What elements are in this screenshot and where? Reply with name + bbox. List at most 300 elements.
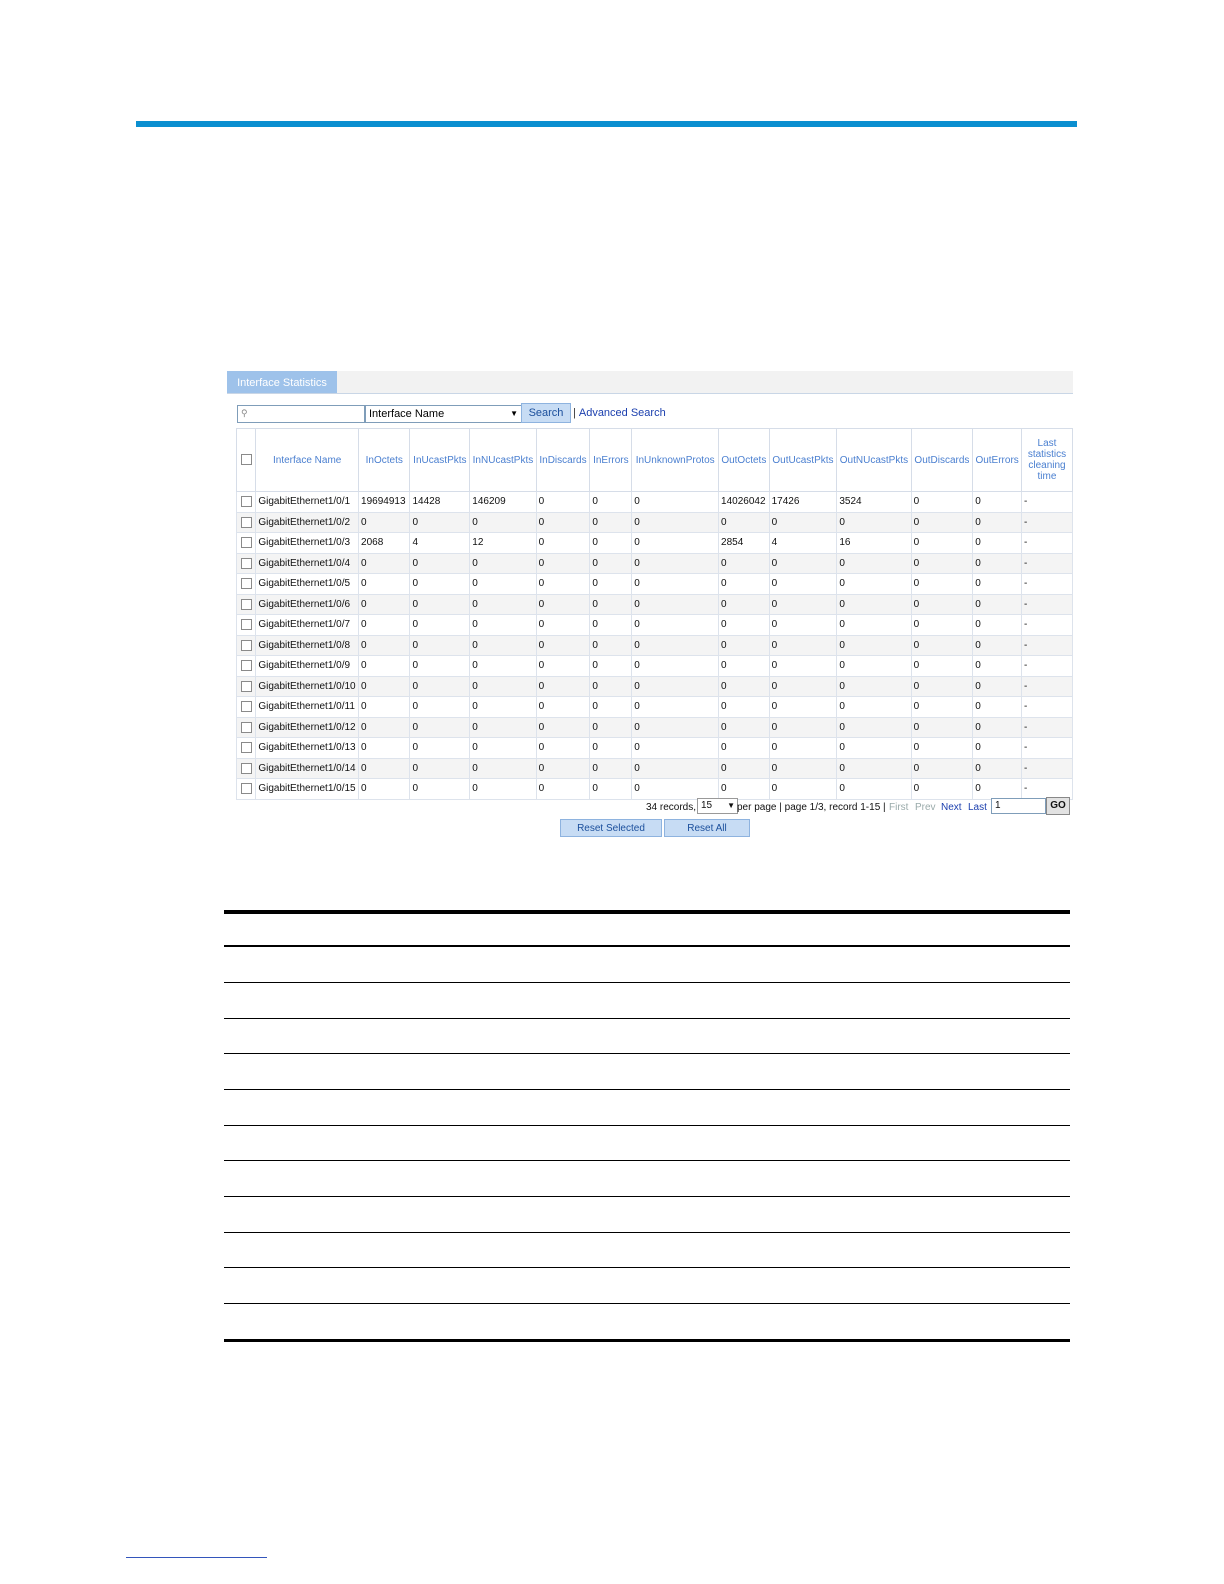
stat-cell: - <box>1021 656 1072 677</box>
stat-cell: - <box>1021 717 1072 738</box>
stat-cell: 0 <box>973 615 1022 636</box>
column-header[interactable]: OutNUcastPkts <box>837 429 911 492</box>
stat-cell: 0 <box>590 553 632 574</box>
table-row <box>237 553 1073 574</box>
stat-cell: 0 <box>837 738 911 759</box>
row-select-cell <box>237 758 256 779</box>
stat-cell: 0 <box>719 758 770 779</box>
stat-cell: 0 <box>719 594 770 615</box>
stat-cell: 0 <box>536 758 590 779</box>
stat-cell: 0 <box>632 697 719 718</box>
stat-cell: 0 <box>769 615 837 636</box>
stat-cell: 0 <box>837 615 911 636</box>
column-header[interactable]: InUnknownProtos <box>632 429 719 492</box>
search-button[interactable]: Search <box>521 403 571 423</box>
stat-cell: 0 <box>973 574 1022 595</box>
column-header[interactable]: OutDiscards <box>911 429 973 492</box>
stat-cell: 0 <box>359 779 410 800</box>
stat-cell: 0 <box>590 717 632 738</box>
per-page-value: 15 <box>701 800 713 811</box>
footer-link-underline <box>126 1557 267 1558</box>
row-checkbox[interactable] <box>241 722 252 733</box>
stat-cell: 0 <box>973 779 1022 800</box>
table-row-rule <box>224 1018 1070 1019</box>
stat-cell: 0 <box>410 553 470 574</box>
stat-cell: 0 <box>536 512 590 533</box>
stat-cell: 0 <box>410 635 470 656</box>
stat-cell: 14428 <box>410 492 470 513</box>
stat-cell: 0 <box>719 512 770 533</box>
row-select-cell <box>237 512 256 533</box>
column-header[interactable]: InOctets <box>359 429 410 492</box>
row-checkbox[interactable] <box>241 763 252 774</box>
table-row <box>237 717 1073 738</box>
stat-cell: 0 <box>719 717 770 738</box>
search-row <box>237 405 737 425</box>
stat-cell: 0 <box>837 512 911 533</box>
stat-cell: - <box>1021 553 1072 574</box>
table-header-rule <box>224 945 1070 947</box>
stat-cell: 0 <box>536 615 590 636</box>
row-checkbox[interactable] <box>241 783 252 794</box>
page-number-input[interactable]: 1 <box>991 798 1046 814</box>
row-checkbox[interactable] <box>241 537 252 548</box>
interface-name-cell: GigabitEthernet1/0/3 <box>256 533 359 554</box>
stat-cell: 0 <box>632 676 719 697</box>
table-row-rule <box>224 1053 1070 1054</box>
stat-cell: 0 <box>470 758 536 779</box>
interface-name-cell: GigabitEthernet1/0/8 <box>256 635 359 656</box>
pager <box>227 798 1071 816</box>
interface-name-cell: GigabitEthernet1/0/4 <box>256 553 359 574</box>
stat-cell: 0 <box>410 574 470 595</box>
stat-cell: 0 <box>911 635 973 656</box>
stat-cell: 0 <box>769 738 837 759</box>
interface-name-cell: GigabitEthernet1/0/11 <box>256 697 359 718</box>
stat-cell: 0 <box>590 635 632 656</box>
first-page-link[interactable]: First <box>889 802 909 813</box>
stat-cell: 0 <box>590 615 632 636</box>
stat-cell: 0 <box>590 512 632 533</box>
stat-cell: 0 <box>973 738 1022 759</box>
reset-selected-button[interactable]: Reset Selected <box>560 819 662 837</box>
table-row-rule <box>224 1232 1070 1233</box>
select-all-header <box>237 429 256 492</box>
row-select-cell <box>237 574 256 595</box>
stat-cell: - <box>1021 697 1072 718</box>
stat-cell: - <box>1021 615 1072 636</box>
interface-name-cell: GigabitEthernet1/0/1 <box>256 492 359 513</box>
stat-cell: 0 <box>973 758 1022 779</box>
stat-cell: 0 <box>837 553 911 574</box>
table-row <box>237 615 1073 636</box>
table-row-rule <box>224 1303 1070 1304</box>
last-page-link[interactable]: Last <box>968 802 987 813</box>
interface-name-cell: GigabitEthernet1/0/10 <box>256 676 359 697</box>
stat-cell: 0 <box>359 738 410 759</box>
table-top-rule <box>224 910 1070 914</box>
page-header-rule <box>136 121 1077 127</box>
stat-cell: 4 <box>410 533 470 554</box>
chevron-down-icon: ▼ <box>727 801 735 810</box>
stat-cell: 0 <box>632 738 719 759</box>
stat-cell: 0 <box>590 676 632 697</box>
stat-cell: 0 <box>632 615 719 636</box>
stat-cell: 0 <box>470 615 536 636</box>
stat-cell: 0 <box>911 533 973 554</box>
stat-cell: 0 <box>973 635 1022 656</box>
row-checkbox[interactable] <box>241 578 252 589</box>
stat-cell: 0 <box>632 492 719 513</box>
row-checkbox[interactable] <box>241 558 252 569</box>
stat-cell: 0 <box>769 697 837 718</box>
column-header[interactable]: InNUcastPkts <box>470 429 536 492</box>
prev-page-link[interactable]: Prev <box>915 802 936 813</box>
stat-cell: 0 <box>911 656 973 677</box>
stat-cell: 0 <box>632 553 719 574</box>
stat-cell: 0 <box>590 758 632 779</box>
stat-cell: 0 <box>590 594 632 615</box>
row-select-cell <box>237 717 256 738</box>
stat-cell: 17426 <box>769 492 837 513</box>
stat-cell: 0 <box>536 492 590 513</box>
stat-cell: 146209 <box>470 492 536 513</box>
stat-cell: 0 <box>536 779 590 800</box>
column-header[interactable]: OutErrors <box>973 429 1022 492</box>
stat-cell: 0 <box>632 758 719 779</box>
stat-cell: 0 <box>973 717 1022 738</box>
stat-cell: 0 <box>837 676 911 697</box>
stat-cell: 0 <box>973 553 1022 574</box>
stat-cell: 0 <box>410 594 470 615</box>
row-checkbox[interactable] <box>241 517 252 528</box>
stat-cell: 0 <box>359 553 410 574</box>
records-count: 34 records, <box>646 802 697 813</box>
interface-name-cell: GigabitEthernet1/0/14 <box>256 758 359 779</box>
table-row-rule <box>224 982 1070 983</box>
stat-cell: 0 <box>359 615 410 636</box>
stat-cell: 16 <box>837 533 911 554</box>
stat-cell: 0 <box>769 512 837 533</box>
row-select-cell <box>237 635 256 656</box>
stat-cell: - <box>1021 492 1072 513</box>
next-page-link[interactable]: Next <box>941 802 962 813</box>
stat-cell: 0 <box>837 758 911 779</box>
stat-cell: - <box>1021 738 1072 759</box>
stat-cell: 0 <box>410 676 470 697</box>
select-all-checkbox[interactable] <box>241 454 252 465</box>
column-header[interactable]: InDiscards <box>536 429 590 492</box>
stat-cell: 0 <box>769 574 837 595</box>
stat-cell: 0 <box>410 656 470 677</box>
stat-cell: 0 <box>973 492 1022 513</box>
tab-interface-statistics[interactable]: Interface Statistics <box>227 371 337 393</box>
stat-cell: 0 <box>359 512 410 533</box>
stat-cell: 0 <box>536 553 590 574</box>
stat-cell: 0 <box>769 656 837 677</box>
stat-cell: 0 <box>359 676 410 697</box>
table-row-rule <box>224 1160 1070 1161</box>
stat-cell: 0 <box>359 594 410 615</box>
advanced-search-link[interactable]: Advanced Search <box>578 407 666 419</box>
stat-cell: 0 <box>837 717 911 738</box>
interface-name-cell: GigabitEthernet1/0/12 <box>256 717 359 738</box>
stat-cell: 0 <box>632 512 719 533</box>
table-bottom-rule <box>224 1339 1070 1342</box>
stat-cell: 0 <box>719 697 770 718</box>
stat-cell: 19694913 <box>359 492 410 513</box>
stat-cell: 0 <box>719 676 770 697</box>
table-row-rule <box>224 1196 1070 1197</box>
stat-cell: 0 <box>410 697 470 718</box>
table-row <box>237 779 1073 800</box>
stat-cell: 0 <box>911 594 973 615</box>
stat-cell: 0 <box>470 512 536 533</box>
row-checkbox[interactable] <box>241 496 252 507</box>
stat-cell: 0 <box>911 697 973 718</box>
stat-cell: 0 <box>911 615 973 636</box>
separator: | <box>573 407 576 419</box>
stat-cell: 0 <box>410 779 470 800</box>
stat-cell: 0 <box>837 635 911 656</box>
interface-name-cell: GigabitEthernet1/0/13 <box>256 738 359 759</box>
stat-cell: 0 <box>973 676 1022 697</box>
stat-cell: 0 <box>719 553 770 574</box>
stat-cell: 0 <box>536 676 590 697</box>
stat-cell: 0 <box>470 553 536 574</box>
stat-cell: 0 <box>911 492 973 513</box>
interface-name-cell: GigabitEthernet1/0/6 <box>256 594 359 615</box>
stat-cell: 0 <box>359 758 410 779</box>
stat-cell: 0 <box>911 512 973 533</box>
search-field-select[interactable] <box>365 405 522 423</box>
table-row <box>237 656 1073 677</box>
row-checkbox[interactable] <box>241 599 252 610</box>
stat-cell: 0 <box>632 594 719 615</box>
column-header[interactable]: OutOctets <box>719 429 770 492</box>
table-row <box>237 697 1073 718</box>
row-checkbox[interactable] <box>241 660 252 671</box>
row-select-cell <box>237 615 256 636</box>
stat-cell: 0 <box>837 779 911 800</box>
stat-cell: 0 <box>719 779 770 800</box>
row-checkbox[interactable] <box>241 681 252 692</box>
stat-cell: 0 <box>632 533 719 554</box>
table-row <box>237 738 1073 759</box>
row-select-cell <box>237 738 256 759</box>
row-checkbox[interactable] <box>241 742 252 753</box>
table-row <box>237 594 1073 615</box>
stat-cell: 0 <box>470 676 536 697</box>
stat-cell: 2068 <box>359 533 410 554</box>
stat-cell: - <box>1021 635 1072 656</box>
stat-cell: 0 <box>536 738 590 759</box>
statistics-table <box>236 428 1073 800</box>
row-select-cell <box>237 676 256 697</box>
row-checkbox[interactable] <box>241 640 252 651</box>
stat-cell: 0 <box>973 656 1022 677</box>
row-checkbox[interactable] <box>241 619 252 630</box>
stat-cell: 0 <box>769 758 837 779</box>
column-header[interactable]: Interface Name <box>256 429 359 492</box>
table-row <box>237 676 1073 697</box>
row-select-cell <box>237 656 256 677</box>
table-body <box>237 492 1073 800</box>
stat-cell: 0 <box>359 635 410 656</box>
stat-cell: - <box>1021 574 1072 595</box>
stat-cell: 0 <box>470 779 536 800</box>
stat-cell: 0 <box>359 656 410 677</box>
per-page-select[interactable] <box>697 798 738 814</box>
stat-cell: 0 <box>470 738 536 759</box>
stat-cell: 0 <box>973 533 1022 554</box>
table-row <box>237 512 1073 533</box>
stat-cell: 0 <box>536 635 590 656</box>
stat-cell: 0 <box>911 758 973 779</box>
stat-cell: - <box>1021 779 1072 800</box>
stat-cell: 14026042 <box>719 492 770 513</box>
stat-cell: 0 <box>911 676 973 697</box>
stat-cell: 4 <box>769 533 837 554</box>
search-icon: ⚲ <box>241 408 248 418</box>
table-row-rule <box>224 1267 1070 1268</box>
stat-cell: 0 <box>470 697 536 718</box>
table-row-rule <box>224 1125 1070 1126</box>
stat-cell: 0 <box>590 656 632 677</box>
stat-cell: 0 <box>470 594 536 615</box>
stat-cell: 0 <box>470 656 536 677</box>
stat-cell: 0 <box>632 656 719 677</box>
advanced-search-area <box>573 407 666 419</box>
stat-cell: 0 <box>632 717 719 738</box>
stat-cell: 0 <box>719 615 770 636</box>
stat-cell: 0 <box>410 738 470 759</box>
stat-cell: 0 <box>837 656 911 677</box>
stat-cell: 0 <box>590 779 632 800</box>
stat-cell: 0 <box>837 574 911 595</box>
stat-cell: 0 <box>470 574 536 595</box>
stat-cell: 0 <box>719 656 770 677</box>
stat-cell: 0 <box>911 717 973 738</box>
stat-cell: 0 <box>837 594 911 615</box>
stat-cell: 0 <box>719 635 770 656</box>
stat-cell: 0 <box>536 574 590 595</box>
stat-cell: 0 <box>911 779 973 800</box>
stat-cell: 0 <box>769 594 837 615</box>
stat-cell: 0 <box>837 697 911 718</box>
stat-cell: - <box>1021 594 1072 615</box>
stat-cell: 0 <box>536 594 590 615</box>
stat-cell: 0 <box>536 656 590 677</box>
tab-bar <box>227 371 1073 394</box>
row-select-cell <box>237 594 256 615</box>
stat-cell: 0 <box>769 779 837 800</box>
interface-name-cell: GigabitEthernet1/0/7 <box>256 615 359 636</box>
stat-cell: 0 <box>359 574 410 595</box>
stat-cell: 0 <box>590 533 632 554</box>
interface-name-cell: GigabitEthernet1/0/9 <box>256 656 359 677</box>
stat-cell: 0 <box>911 574 973 595</box>
row-checkbox[interactable] <box>241 701 252 712</box>
stat-cell: 0 <box>769 717 837 738</box>
stat-cell: - <box>1021 533 1072 554</box>
interface-name-cell: GigabitEthernet1/0/15 <box>256 779 359 800</box>
page-info: per page | page 1/3, record 1-15 | <box>737 802 886 813</box>
interface-statistics-panel <box>227 371 1073 841</box>
stat-cell: 0 <box>410 512 470 533</box>
interface-name-cell: GigabitEthernet1/0/2 <box>256 512 359 533</box>
stat-cell: 0 <box>632 574 719 595</box>
stat-cell: 0 <box>973 512 1022 533</box>
stat-cell: 0 <box>410 758 470 779</box>
column-header[interactable]: InUcastPkts <box>410 429 470 492</box>
column-header[interactable]: InErrors <box>590 429 632 492</box>
stat-cell: 0 <box>470 635 536 656</box>
column-header[interactable]: OutUcastPkts <box>769 429 837 492</box>
table-row <box>237 758 1073 779</box>
table-row-rule <box>224 1089 1070 1090</box>
table-row <box>237 635 1073 656</box>
stat-cell: 0 <box>769 635 837 656</box>
stat-cell: 0 <box>536 533 590 554</box>
interface-name-cell: GigabitEthernet1/0/5 <box>256 574 359 595</box>
table-row <box>237 492 1073 513</box>
stat-cell: 0 <box>410 717 470 738</box>
stat-cell: 0 <box>590 697 632 718</box>
row-select-cell <box>237 533 256 554</box>
stat-cell: 0 <box>410 615 470 636</box>
stat-cell: 0 <box>769 553 837 574</box>
stat-cell: 0 <box>911 553 973 574</box>
stat-cell: - <box>1021 758 1072 779</box>
row-select-cell <box>237 779 256 800</box>
stat-cell: 3524 <box>837 492 911 513</box>
row-select-cell <box>237 697 256 718</box>
table-header-row <box>237 429 1073 492</box>
row-select-cell <box>237 492 256 513</box>
chevron-down-icon: ▼ <box>510 409 518 418</box>
stat-cell: 0 <box>359 697 410 718</box>
stat-cell: 0 <box>590 738 632 759</box>
stat-cell: 0 <box>632 779 719 800</box>
table-row <box>237 533 1073 554</box>
stat-cell: 2854 <box>719 533 770 554</box>
go-button[interactable]: GO <box>1046 797 1070 815</box>
column-header[interactable]: Last statistics cleaning time <box>1021 429 1072 492</box>
stat-cell: 0 <box>973 594 1022 615</box>
stat-cell: 0 <box>719 738 770 759</box>
stat-cell: 0 <box>719 574 770 595</box>
reset-all-button[interactable]: Reset All <box>664 819 750 837</box>
stat-cell: 0 <box>769 676 837 697</box>
search-field-value: Interface Name <box>369 408 445 420</box>
stat-cell: - <box>1021 512 1072 533</box>
stat-cell: 12 <box>470 533 536 554</box>
stat-cell: 0 <box>359 717 410 738</box>
stat-cell: 0 <box>536 717 590 738</box>
stat-cell: 0 <box>470 717 536 738</box>
row-select-cell <box>237 553 256 574</box>
stat-cell: - <box>1021 676 1072 697</box>
stat-cell: 0 <box>590 574 632 595</box>
stat-cell: 0 <box>973 697 1022 718</box>
stat-cell: 0 <box>536 697 590 718</box>
table-row <box>237 574 1073 595</box>
stat-cell: 0 <box>632 635 719 656</box>
search-input[interactable] <box>237 405 365 423</box>
stat-cell: 0 <box>590 492 632 513</box>
stat-cell: 0 <box>911 738 973 759</box>
